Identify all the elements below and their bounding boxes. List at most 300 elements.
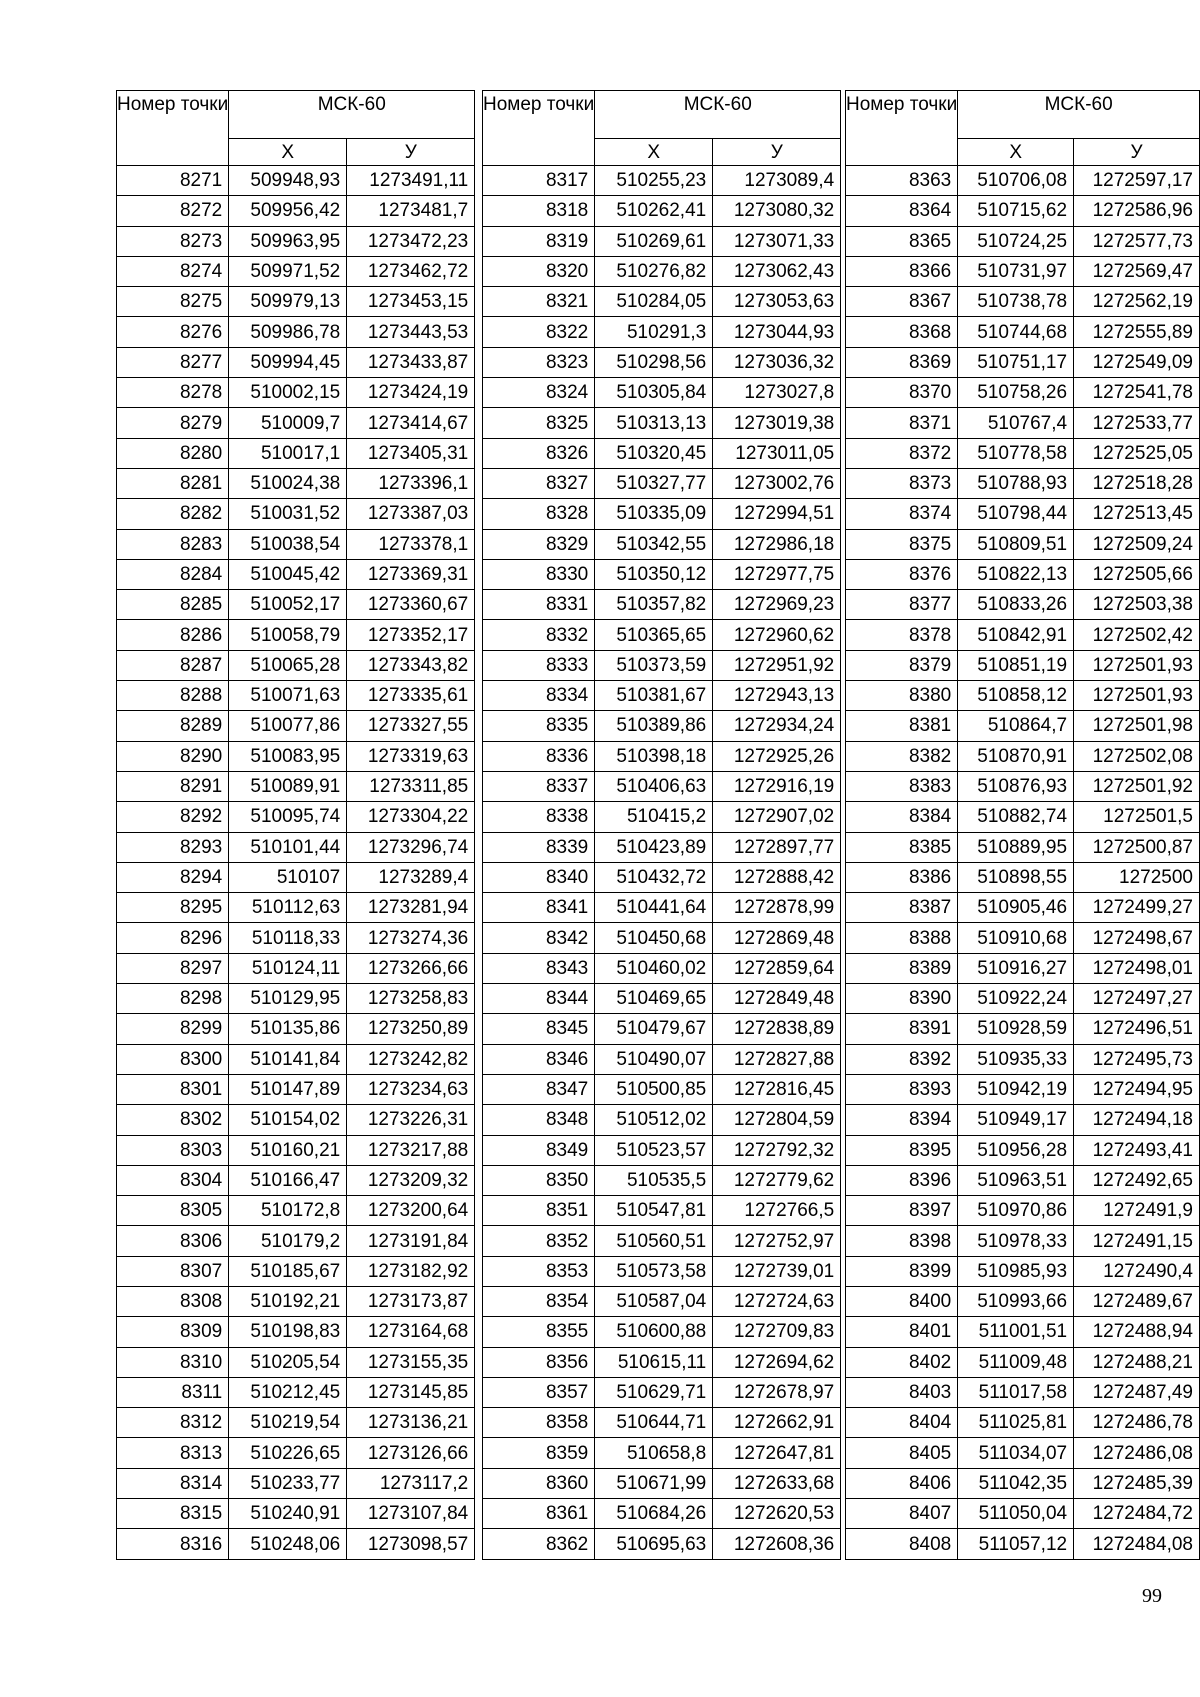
y-coordinate-cell: 1273242,82 bbox=[347, 1044, 475, 1074]
coordinate-table-2 bbox=[482, 90, 841, 1560]
x-coordinate-cell: 510205,54 bbox=[229, 1347, 347, 1377]
table-row bbox=[117, 287, 475, 317]
x-coordinate-cell: 510864,7 bbox=[958, 711, 1074, 741]
y-coordinate-cell: 1272501,92 bbox=[1074, 771, 1200, 801]
table-row bbox=[117, 923, 475, 953]
point-number-cell: 8316 bbox=[117, 1529, 229, 1559]
y-coordinate-cell: 1273304,22 bbox=[347, 802, 475, 832]
table-row bbox=[846, 1196, 1200, 1226]
x-coordinate-cell: 510398,18 bbox=[595, 741, 713, 771]
y-coordinate-cell: 1272878,99 bbox=[713, 893, 841, 923]
table-row bbox=[117, 317, 475, 347]
y-coordinate-cell: 1272489,67 bbox=[1074, 1286, 1200, 1316]
x-coordinate-cell: 511057,12 bbox=[958, 1529, 1074, 1559]
x-coordinate-cell: 510172,8 bbox=[229, 1196, 347, 1226]
x-coordinate-cell: 510179,2 bbox=[229, 1226, 347, 1256]
y-coordinate-cell: 1273173,87 bbox=[347, 1286, 475, 1316]
table-row bbox=[117, 468, 475, 498]
y-coordinate-cell: 1272513,45 bbox=[1074, 499, 1200, 529]
point-number-cell: 8390 bbox=[846, 984, 958, 1014]
point-number-cell: 8362 bbox=[483, 1529, 595, 1559]
y-coordinate-cell: 1273327,55 bbox=[347, 711, 475, 741]
table-row bbox=[483, 1196, 841, 1226]
table-row bbox=[483, 590, 841, 620]
y-coordinate-cell: 1273200,64 bbox=[347, 1196, 475, 1226]
point-number-cell: 8275 bbox=[117, 287, 229, 317]
y-coordinate-cell: 1272804,59 bbox=[713, 1105, 841, 1135]
y-coordinate-cell: 1272498,67 bbox=[1074, 923, 1200, 953]
x-coordinate-cell: 510276,82 bbox=[595, 256, 713, 286]
point-number-cell: 8294 bbox=[117, 862, 229, 892]
x-coordinate-cell: 510009,7 bbox=[229, 408, 347, 438]
point-number-cell: 8283 bbox=[117, 529, 229, 559]
table-row bbox=[846, 893, 1200, 923]
x-coordinate-cell: 510017,1 bbox=[229, 438, 347, 468]
table-row bbox=[846, 256, 1200, 286]
y-coordinate-cell: 1272849,48 bbox=[713, 984, 841, 1014]
coordinate-table-1 bbox=[116, 90, 475, 1560]
table-row bbox=[117, 681, 475, 711]
point-number-cell: 8393 bbox=[846, 1074, 958, 1104]
point-number-cell: 8380 bbox=[846, 681, 958, 711]
point-number-cell: 8351 bbox=[483, 1196, 595, 1226]
y-coordinate-cell: 1273226,31 bbox=[347, 1105, 475, 1135]
table-row bbox=[117, 1468, 475, 1498]
point-number-cell: 8321 bbox=[483, 287, 595, 317]
table-row bbox=[846, 681, 1200, 711]
y-coordinate-cell: 1272779,62 bbox=[713, 1165, 841, 1195]
y-coordinate-cell: 1273281,94 bbox=[347, 893, 475, 923]
x-coordinate-cell: 510560,51 bbox=[595, 1226, 713, 1256]
point-number-cell: 8355 bbox=[483, 1317, 595, 1347]
table-row bbox=[483, 499, 841, 529]
x-coordinate-cell: 510038,54 bbox=[229, 529, 347, 559]
y-coordinate-cell: 1273019,38 bbox=[713, 408, 841, 438]
point-number-cell: 8322 bbox=[483, 317, 595, 347]
table-row bbox=[117, 741, 475, 771]
y-coordinate-cell: 1273002,76 bbox=[713, 468, 841, 498]
y-coordinate-cell: 1272488,94 bbox=[1074, 1317, 1200, 1347]
x-coordinate-cell: 511034,07 bbox=[958, 1438, 1074, 1468]
x-coordinate-cell: 510615,11 bbox=[595, 1347, 713, 1377]
y-coordinate-cell: 1272498,01 bbox=[1074, 953, 1200, 983]
x-coordinate-cell: 510045,42 bbox=[229, 559, 347, 589]
x-coordinate-cell: 510738,78 bbox=[958, 287, 1074, 317]
x-coordinate-cell: 510858,12 bbox=[958, 681, 1074, 711]
x-coordinate-cell: 509948,93 bbox=[229, 166, 347, 196]
point-number-cell: 8295 bbox=[117, 893, 229, 923]
point-number-cell: 8288 bbox=[117, 681, 229, 711]
y-coordinate-cell: 1272486,78 bbox=[1074, 1408, 1200, 1438]
table-row bbox=[483, 1286, 841, 1316]
y-coordinate-cell: 1272827,88 bbox=[713, 1044, 841, 1074]
x-coordinate-cell: 509971,52 bbox=[229, 256, 347, 286]
y-axis-header: У bbox=[1074, 139, 1200, 166]
y-coordinate-cell: 1272897,77 bbox=[713, 832, 841, 862]
table-row bbox=[483, 1438, 841, 1468]
table-row bbox=[846, 953, 1200, 983]
table-row bbox=[846, 166, 1200, 196]
x-coordinate-cell: 510644,71 bbox=[595, 1408, 713, 1438]
y-coordinate-cell: 1273107,84 bbox=[347, 1499, 475, 1529]
page-number: 99 bbox=[1142, 1585, 1162, 1607]
y-coordinate-cell: 1273011,05 bbox=[713, 438, 841, 468]
y-axis-header: У bbox=[713, 139, 841, 166]
point-number-cell: 8310 bbox=[117, 1347, 229, 1377]
x-coordinate-cell: 510956,28 bbox=[958, 1135, 1074, 1165]
y-coordinate-cell: 1272916,19 bbox=[713, 771, 841, 801]
table-row bbox=[846, 1438, 1200, 1468]
table-row bbox=[483, 256, 841, 286]
point-number-cell: 8323 bbox=[483, 347, 595, 377]
y-coordinate-cell: 1273164,68 bbox=[347, 1317, 475, 1347]
x-coordinate-cell: 510166,47 bbox=[229, 1165, 347, 1195]
y-coordinate-cell: 1272888,42 bbox=[713, 862, 841, 892]
y-coordinate-cell: 1272525,05 bbox=[1074, 438, 1200, 468]
y-coordinate-cell: 1273387,03 bbox=[347, 499, 475, 529]
point-number-cell: 8401 bbox=[846, 1317, 958, 1347]
table-row bbox=[117, 438, 475, 468]
point-number-cell: 8379 bbox=[846, 650, 958, 680]
table-row bbox=[483, 984, 841, 1014]
coordinate-system-header: МСК-60 bbox=[595, 91, 841, 139]
y-coordinate-cell: 1273296,74 bbox=[347, 832, 475, 862]
table-row bbox=[483, 802, 841, 832]
x-coordinate-cell: 509994,45 bbox=[229, 347, 347, 377]
table-row bbox=[117, 1347, 475, 1377]
y-coordinate-cell: 1272509,24 bbox=[1074, 529, 1200, 559]
x-coordinate-cell: 510107 bbox=[229, 862, 347, 892]
y-coordinate-cell: 1272505,66 bbox=[1074, 559, 1200, 589]
y-coordinate-cell: 1272678,97 bbox=[713, 1377, 841, 1407]
table-row bbox=[117, 953, 475, 983]
table-row bbox=[117, 1317, 475, 1347]
x-coordinate-cell: 510198,83 bbox=[229, 1317, 347, 1347]
table-row bbox=[483, 1226, 841, 1256]
table-row bbox=[483, 893, 841, 923]
point-number-cell: 8398 bbox=[846, 1226, 958, 1256]
table-row bbox=[483, 378, 841, 408]
table-row bbox=[846, 287, 1200, 317]
x-coordinate-cell: 510671,99 bbox=[595, 1468, 713, 1498]
point-number-cell: 8324 bbox=[483, 378, 595, 408]
x-coordinate-cell: 510320,45 bbox=[595, 438, 713, 468]
table-row bbox=[846, 1499, 1200, 1529]
point-number-cell: 8406 bbox=[846, 1468, 958, 1498]
y-coordinate-cell: 1272608,36 bbox=[713, 1529, 841, 1559]
x-coordinate-cell: 510916,27 bbox=[958, 953, 1074, 983]
x-coordinate-cell: 510071,63 bbox=[229, 681, 347, 711]
y-coordinate-cell: 1272633,68 bbox=[713, 1468, 841, 1498]
table-row bbox=[846, 711, 1200, 741]
point-number-cell: 8300 bbox=[117, 1044, 229, 1074]
x-coordinate-cell: 510240,91 bbox=[229, 1499, 347, 1529]
table-row bbox=[117, 1377, 475, 1407]
y-coordinate-cell: 1272496,51 bbox=[1074, 1014, 1200, 1044]
table-row bbox=[117, 1074, 475, 1104]
point-number-cell: 8297 bbox=[117, 953, 229, 983]
point-number-cell: 8273 bbox=[117, 226, 229, 256]
point-number-cell: 8271 bbox=[117, 166, 229, 196]
y-coordinate-cell: 1273182,92 bbox=[347, 1256, 475, 1286]
x-coordinate-cell: 510822,13 bbox=[958, 559, 1074, 589]
x-coordinate-cell: 510882,74 bbox=[958, 802, 1074, 832]
point-number-cell: 8391 bbox=[846, 1014, 958, 1044]
y-coordinate-cell: 1272977,75 bbox=[713, 559, 841, 589]
table-row bbox=[483, 1468, 841, 1498]
y-coordinate-cell: 1273266,66 bbox=[347, 953, 475, 983]
table-row bbox=[117, 771, 475, 801]
table-row bbox=[483, 1529, 841, 1559]
table-row bbox=[483, 923, 841, 953]
y-coordinate-cell: 1272495,73 bbox=[1074, 1044, 1200, 1074]
table-row bbox=[846, 802, 1200, 832]
y-coordinate-cell: 1272647,81 bbox=[713, 1438, 841, 1468]
y-coordinate-cell: 1272501,98 bbox=[1074, 711, 1200, 741]
x-coordinate-cell: 509979,13 bbox=[229, 287, 347, 317]
y-coordinate-cell: 1272541,78 bbox=[1074, 378, 1200, 408]
y-coordinate-cell: 1273098,57 bbox=[347, 1529, 475, 1559]
x-coordinate-cell: 510233,77 bbox=[229, 1468, 347, 1498]
point-number-cell: 8279 bbox=[117, 408, 229, 438]
x-coordinate-cell: 510327,77 bbox=[595, 468, 713, 498]
x-coordinate-cell: 510658,8 bbox=[595, 1438, 713, 1468]
table-row bbox=[483, 1105, 841, 1135]
y-coordinate-cell: 1272816,45 bbox=[713, 1074, 841, 1104]
y-coordinate-cell: 1273369,31 bbox=[347, 559, 475, 589]
x-coordinate-cell: 510219,54 bbox=[229, 1408, 347, 1438]
point-number-cell: 8403 bbox=[846, 1377, 958, 1407]
table-row bbox=[117, 1044, 475, 1074]
y-coordinate-cell: 1273234,63 bbox=[347, 1074, 475, 1104]
x-coordinate-cell: 510423,89 bbox=[595, 832, 713, 862]
x-coordinate-cell: 510450,68 bbox=[595, 923, 713, 953]
table-row bbox=[846, 1286, 1200, 1316]
y-coordinate-cell: 1272724,63 bbox=[713, 1286, 841, 1316]
y-coordinate-cell: 1272586,96 bbox=[1074, 196, 1200, 226]
table-row bbox=[846, 741, 1200, 771]
y-coordinate-cell: 1272490,4 bbox=[1074, 1256, 1200, 1286]
table-row bbox=[483, 1317, 841, 1347]
point-number-cell: 8339 bbox=[483, 832, 595, 862]
x-axis-header: X bbox=[958, 139, 1074, 166]
point-number-cell: 8325 bbox=[483, 408, 595, 438]
y-coordinate-cell: 1272969,23 bbox=[713, 590, 841, 620]
table-row bbox=[117, 802, 475, 832]
table-row bbox=[846, 650, 1200, 680]
table-row bbox=[483, 620, 841, 650]
x-coordinate-cell: 510212,45 bbox=[229, 1377, 347, 1407]
point-number-cell: 8314 bbox=[117, 1468, 229, 1498]
x-coordinate-cell: 510842,91 bbox=[958, 620, 1074, 650]
x-coordinate-cell: 510089,91 bbox=[229, 771, 347, 801]
point-number-cell: 8293 bbox=[117, 832, 229, 862]
table-row bbox=[483, 438, 841, 468]
x-coordinate-cell: 510118,33 bbox=[229, 923, 347, 953]
y-coordinate-cell: 1272518,28 bbox=[1074, 468, 1200, 498]
table-row bbox=[483, 832, 841, 862]
y-coordinate-cell: 1273343,82 bbox=[347, 650, 475, 680]
table-row bbox=[846, 1044, 1200, 1074]
y-coordinate-cell: 1272502,42 bbox=[1074, 620, 1200, 650]
y-coordinate-cell: 1272620,53 bbox=[713, 1499, 841, 1529]
y-coordinate-cell: 1273126,66 bbox=[347, 1438, 475, 1468]
y-coordinate-cell: 1272951,92 bbox=[713, 650, 841, 680]
x-coordinate-cell: 510910,68 bbox=[958, 923, 1074, 953]
x-coordinate-cell: 510313,13 bbox=[595, 408, 713, 438]
table-row bbox=[846, 1529, 1200, 1559]
table-row bbox=[117, 226, 475, 256]
table-row bbox=[846, 1074, 1200, 1104]
table-row bbox=[483, 1014, 841, 1044]
y-coordinate-cell: 1273453,15 bbox=[347, 287, 475, 317]
point-number-cell: 8372 bbox=[846, 438, 958, 468]
table-row bbox=[117, 1438, 475, 1468]
x-coordinate-cell: 510357,82 bbox=[595, 590, 713, 620]
point-number-cell: 8286 bbox=[117, 620, 229, 650]
y-coordinate-cell: 1272739,01 bbox=[713, 1256, 841, 1286]
y-coordinate-cell: 1272569,47 bbox=[1074, 256, 1200, 286]
y-coordinate-cell: 1273289,4 bbox=[347, 862, 475, 892]
table-row bbox=[117, 1256, 475, 1286]
y-coordinate-cell: 1273036,32 bbox=[713, 347, 841, 377]
point-number-cell: 8389 bbox=[846, 953, 958, 983]
point-number-header: Номер точки bbox=[117, 91, 229, 166]
point-number-cell: 8394 bbox=[846, 1105, 958, 1135]
table-row bbox=[846, 620, 1200, 650]
y-coordinate-cell: 1273378,1 bbox=[347, 529, 475, 559]
x-axis-header: X bbox=[595, 139, 713, 166]
y-coordinate-cell: 1272555,89 bbox=[1074, 317, 1200, 347]
point-number-cell: 8368 bbox=[846, 317, 958, 347]
x-coordinate-cell: 510809,51 bbox=[958, 529, 1074, 559]
point-number-cell: 8344 bbox=[483, 984, 595, 1014]
x-coordinate-cell: 510305,84 bbox=[595, 378, 713, 408]
table-row bbox=[846, 1135, 1200, 1165]
point-number-cell: 8298 bbox=[117, 984, 229, 1014]
point-number-cell: 8388 bbox=[846, 923, 958, 953]
table-row bbox=[117, 1165, 475, 1195]
point-number-cell: 8281 bbox=[117, 468, 229, 498]
point-number-cell: 8349 bbox=[483, 1135, 595, 1165]
x-coordinate-cell: 510535,5 bbox=[595, 1165, 713, 1195]
point-number-cell: 8307 bbox=[117, 1256, 229, 1286]
point-number-cell: 8276 bbox=[117, 317, 229, 347]
table-row bbox=[846, 1014, 1200, 1044]
point-number-cell: 8384 bbox=[846, 802, 958, 832]
x-coordinate-cell: 510851,19 bbox=[958, 650, 1074, 680]
point-number-cell: 8332 bbox=[483, 620, 595, 650]
x-coordinate-cell: 510052,17 bbox=[229, 590, 347, 620]
point-number-cell: 8397 bbox=[846, 1196, 958, 1226]
y-coordinate-cell: 1272752,97 bbox=[713, 1226, 841, 1256]
table-row bbox=[483, 711, 841, 741]
table-row bbox=[117, 1105, 475, 1135]
point-number-cell: 8290 bbox=[117, 741, 229, 771]
point-number-cell: 8375 bbox=[846, 529, 958, 559]
point-number-cell: 8361 bbox=[483, 1499, 595, 1529]
table-row bbox=[117, 378, 475, 408]
x-coordinate-cell: 510101,44 bbox=[229, 832, 347, 862]
table-row bbox=[846, 1105, 1200, 1135]
x-coordinate-cell: 510160,21 bbox=[229, 1135, 347, 1165]
point-number-cell: 8364 bbox=[846, 196, 958, 226]
point-number-cell: 8353 bbox=[483, 1256, 595, 1286]
x-coordinate-cell: 510373,59 bbox=[595, 650, 713, 680]
table-row bbox=[117, 650, 475, 680]
y-coordinate-cell: 1272500,87 bbox=[1074, 832, 1200, 862]
table-row bbox=[846, 1408, 1200, 1438]
table-row bbox=[846, 408, 1200, 438]
point-number-cell: 8289 bbox=[117, 711, 229, 741]
table-row bbox=[483, 953, 841, 983]
y-coordinate-cell: 1272485,39 bbox=[1074, 1468, 1200, 1498]
y-coordinate-cell: 1273217,88 bbox=[347, 1135, 475, 1165]
point-number-cell: 8282 bbox=[117, 499, 229, 529]
point-number-cell: 8352 bbox=[483, 1226, 595, 1256]
y-coordinate-cell: 1272986,18 bbox=[713, 529, 841, 559]
table-row bbox=[117, 590, 475, 620]
x-coordinate-cell: 510778,58 bbox=[958, 438, 1074, 468]
point-number-cell: 8350 bbox=[483, 1165, 595, 1195]
y-coordinate-cell: 1273491,11 bbox=[347, 166, 475, 196]
y-coordinate-cell: 1273481,7 bbox=[347, 196, 475, 226]
point-number-cell: 8363 bbox=[846, 166, 958, 196]
table-row bbox=[846, 226, 1200, 256]
point-number-cell: 8326 bbox=[483, 438, 595, 468]
table-row bbox=[483, 226, 841, 256]
point-number-cell: 8374 bbox=[846, 499, 958, 529]
x-coordinate-cell: 510993,66 bbox=[958, 1286, 1074, 1316]
table-row bbox=[117, 499, 475, 529]
x-coordinate-cell: 511025,81 bbox=[958, 1408, 1074, 1438]
y-coordinate-cell: 1273145,85 bbox=[347, 1377, 475, 1407]
x-coordinate-cell: 510523,57 bbox=[595, 1135, 713, 1165]
point-number-cell: 8331 bbox=[483, 590, 595, 620]
point-number-cell: 8357 bbox=[483, 1377, 595, 1407]
x-coordinate-cell: 510255,23 bbox=[595, 166, 713, 196]
y-coordinate-cell: 1273053,63 bbox=[713, 287, 841, 317]
y-coordinate-cell: 1273414,67 bbox=[347, 408, 475, 438]
table-row bbox=[483, 559, 841, 589]
point-number-cell: 8378 bbox=[846, 620, 958, 650]
x-coordinate-cell: 510695,63 bbox=[595, 1529, 713, 1559]
point-number-cell: 8356 bbox=[483, 1347, 595, 1377]
y-coordinate-cell: 1272486,08 bbox=[1074, 1438, 1200, 1468]
y-coordinate-cell: 1273311,85 bbox=[347, 771, 475, 801]
point-number-cell: 8370 bbox=[846, 378, 958, 408]
point-number-cell: 8337 bbox=[483, 771, 595, 801]
y-coordinate-cell: 1273396,1 bbox=[347, 468, 475, 498]
point-number-cell: 8312 bbox=[117, 1408, 229, 1438]
x-coordinate-cell: 510922,24 bbox=[958, 984, 1074, 1014]
point-number-cell: 8342 bbox=[483, 923, 595, 953]
table-row bbox=[846, 378, 1200, 408]
x-coordinate-cell: 510350,12 bbox=[595, 559, 713, 589]
x-coordinate-cell: 510600,88 bbox=[595, 1317, 713, 1347]
point-number-cell: 8369 bbox=[846, 347, 958, 377]
point-number-cell: 8404 bbox=[846, 1408, 958, 1438]
x-coordinate-cell: 510460,02 bbox=[595, 953, 713, 983]
table-row bbox=[117, 256, 475, 286]
table-row bbox=[846, 559, 1200, 589]
x-coordinate-cell: 510077,86 bbox=[229, 711, 347, 741]
y-coordinate-cell: 1272501,93 bbox=[1074, 650, 1200, 680]
x-coordinate-cell: 510226,65 bbox=[229, 1438, 347, 1468]
table-row bbox=[483, 196, 841, 226]
table-row bbox=[483, 1074, 841, 1104]
table-row bbox=[117, 1196, 475, 1226]
